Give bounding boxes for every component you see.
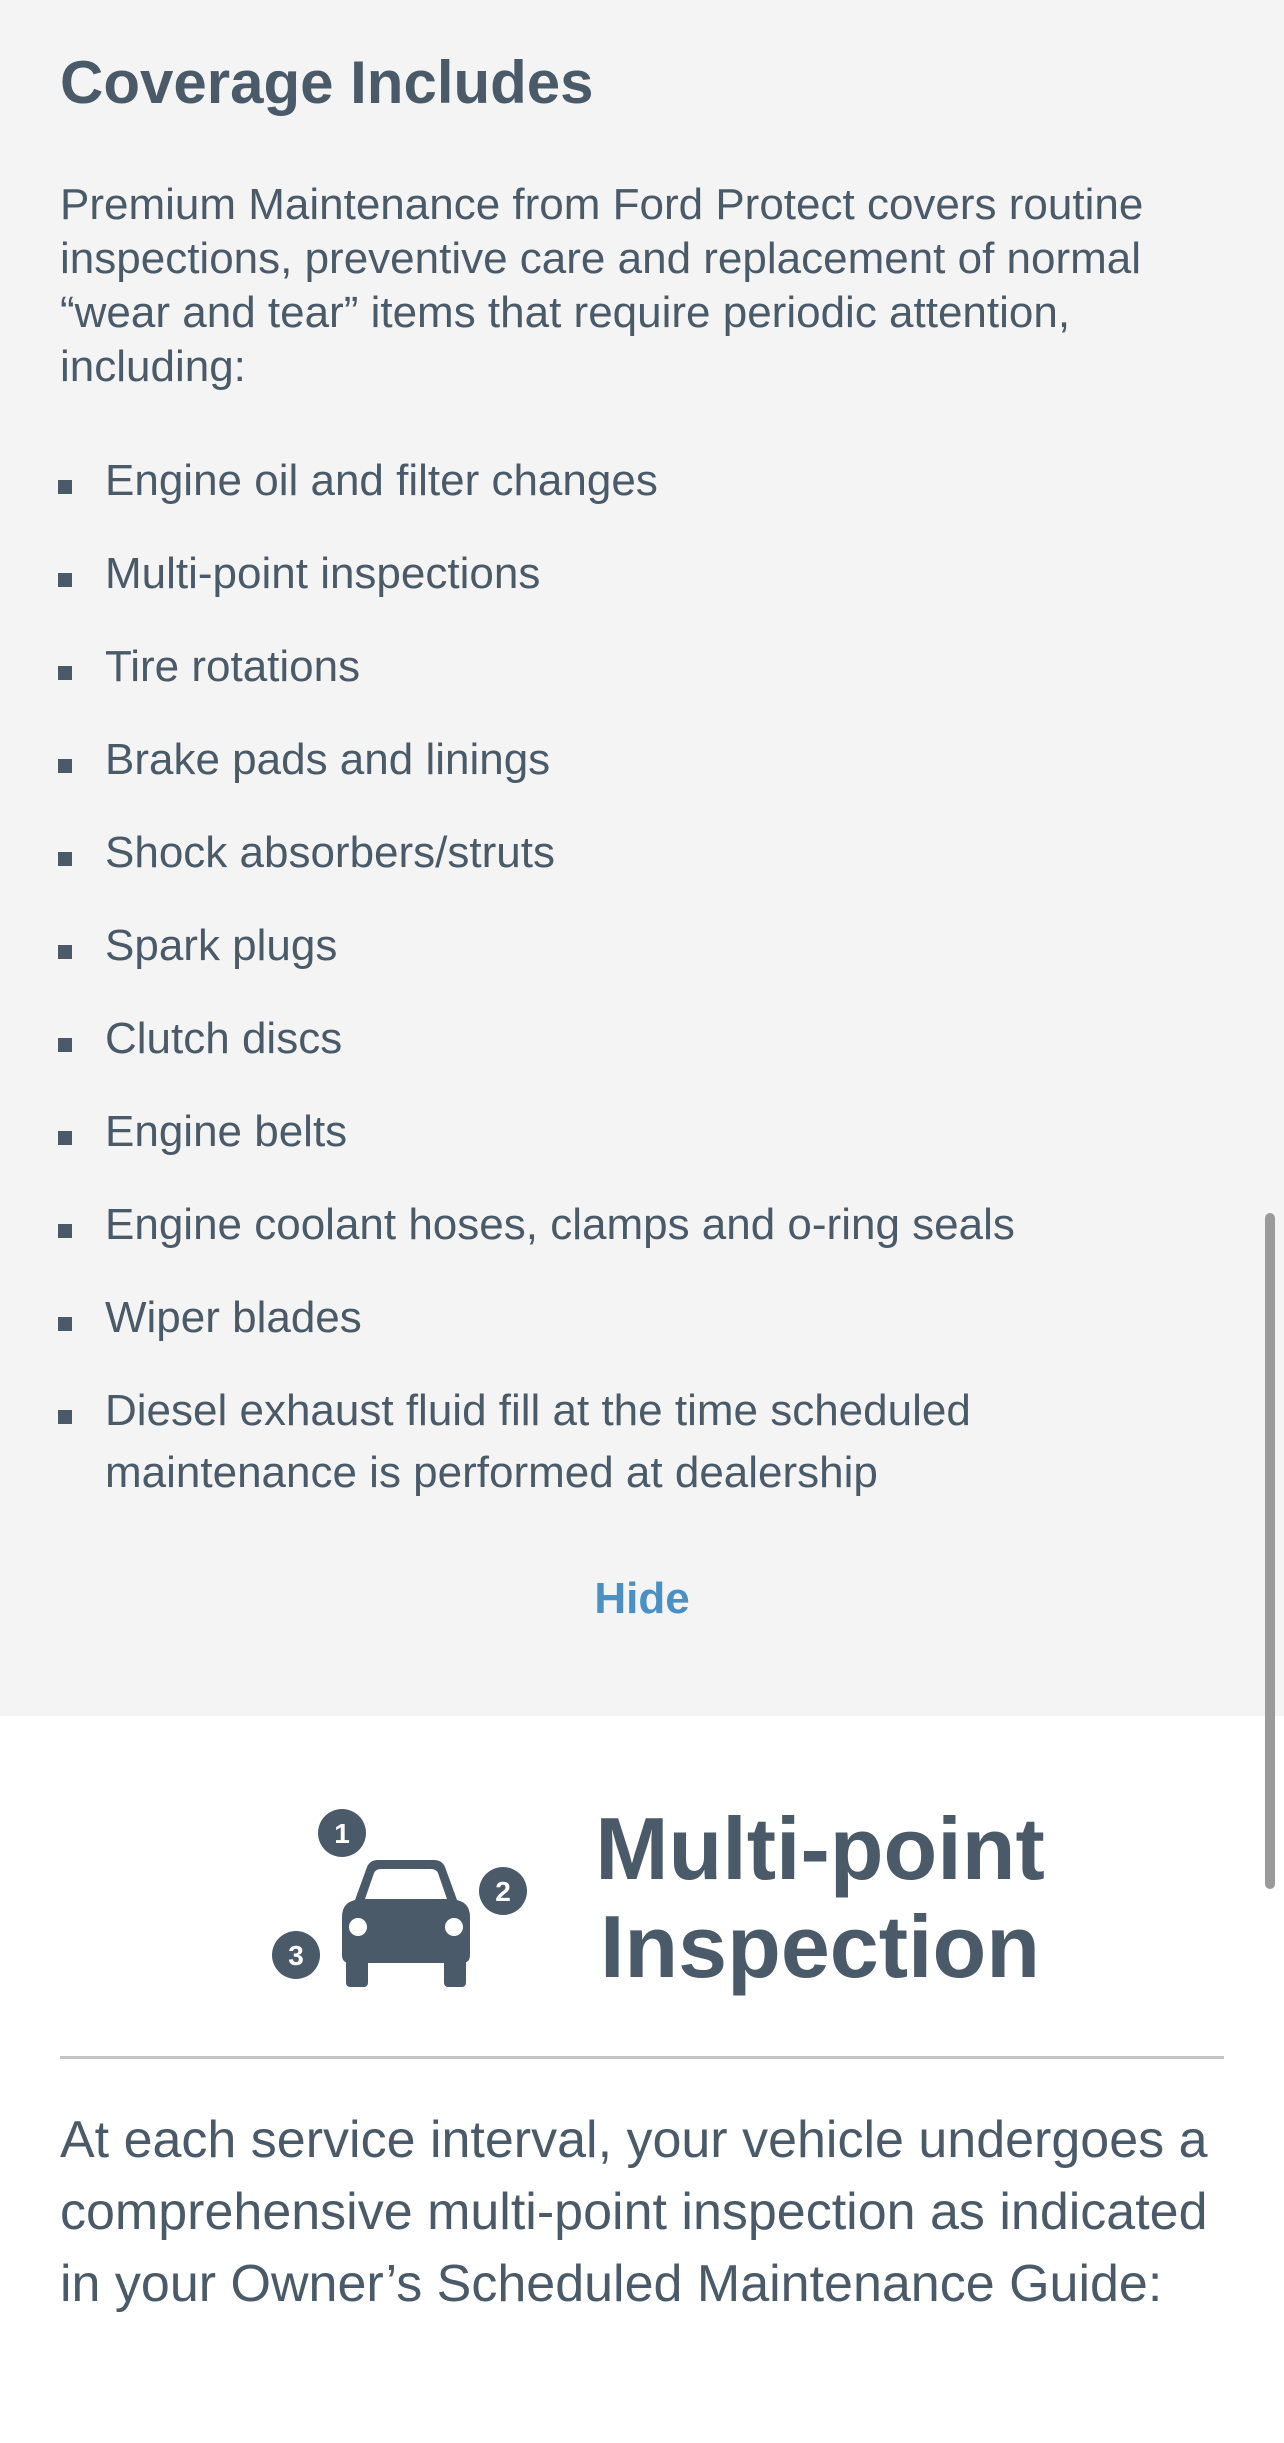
list-item-text: Tire rotations [105,642,361,691]
list-item-text: Engine coolant hoses, clamps and o-ring seals [105,1200,1015,1249]
list-item-text: Diesel exhaust fluid fill at the time scheduled maintenance is performed at dealership [105,1386,971,1497]
bullet-icon [58,759,72,773]
bullet-icon [58,945,72,959]
inspection-title [560,1800,1080,1996]
coverage-intro: Premium Maintenance from Ford Protect covers routine inspections, preventive care and replacement of normal “wear and tear” items that require periodic attention, including: [60,180,1144,391]
bullet-icon [58,666,72,680]
inspection-title-line2: Inspection [599,1897,1041,1996]
step-number: 1 [334,1818,350,1849]
scrollbar-thumb[interactable] [1265,1213,1275,1889]
inspection-title-line1: Multi-point [595,1799,1045,1898]
step-number: 2 [495,1876,511,1907]
list-item-text: Clutch discs [105,1014,343,1063]
bullet-icon [58,480,72,494]
divider [60,2056,1224,2059]
hide-link[interactable]: Hide [594,1574,690,1623]
list-item-text: Engine oil and filter changes [105,456,658,505]
list-item-text: Engine belts [105,1107,348,1156]
list-item-text: Wiper blades [105,1293,362,1342]
car-inspection-icon [270,1805,532,1995]
bullet-icon [58,1224,72,1238]
bullet-icon [58,573,72,587]
coverage-title: Coverage Includes [60,49,594,116]
bullet-icon [58,1317,72,1331]
list-item-text: Multi-point inspections [105,549,541,598]
list-item-text: Spark plugs [105,921,338,970]
bullet-icon [58,852,72,866]
bullet-icon [58,1131,72,1145]
list-item-text: Brake pads and linings [105,735,551,784]
bullet-icon [58,1410,72,1424]
bullet-icon [58,1038,72,1052]
inspection-description: At each service interval, your vehicle undergoes a comprehensive multi-point inspection as indicated in your Owner’s Scheduled Maintenance Guide: [60,2111,1208,2313]
step-number: 3 [288,1940,304,1971]
list-item-text: Shock absorbers/struts [105,828,555,877]
